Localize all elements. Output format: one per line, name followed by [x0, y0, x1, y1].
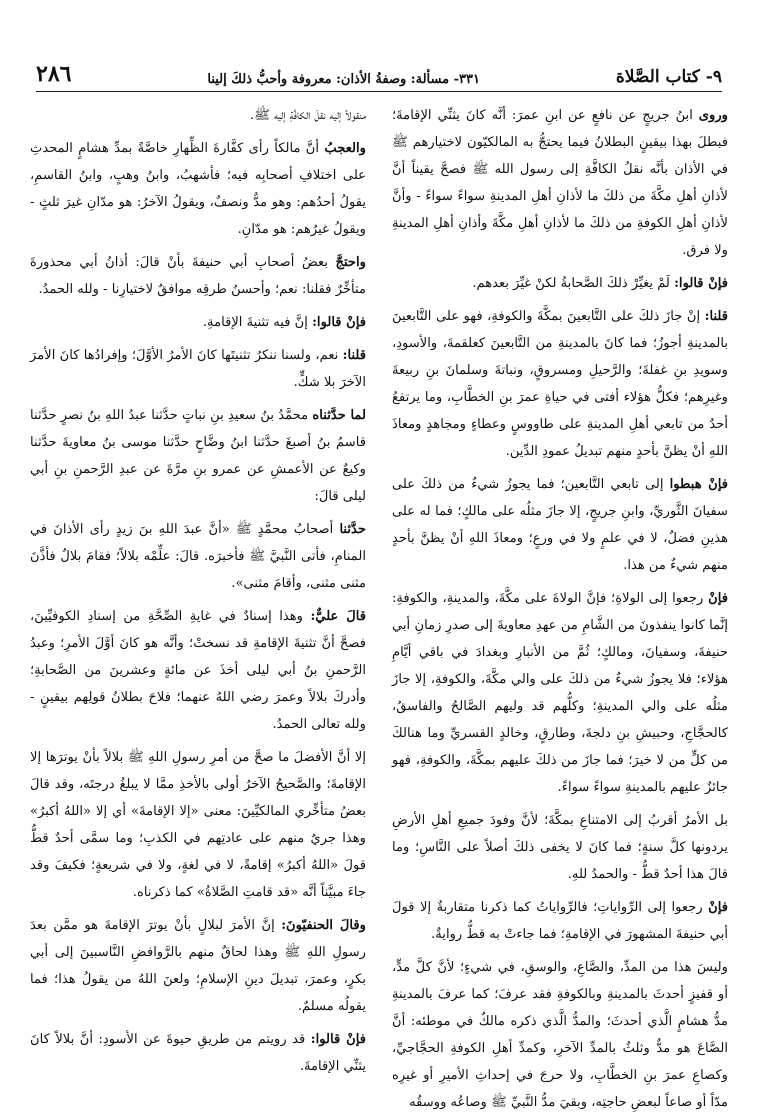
- paragraph: [30, 603, 366, 738]
- paragraph-lead: فإنْ قالوا:: [310, 1032, 366, 1047]
- paragraph-lead: قلنا:: [704, 309, 728, 324]
- paragraph: [30, 1026, 366, 1080]
- paragraph-lead: قلنا:: [342, 348, 366, 363]
- paragraph-text: لَمْ يغيِّرْ ذلكَ الصَّحابةُ لكنْ غيِّرَ بعدهم.: [472, 276, 675, 291]
- paragraph: [30, 744, 366, 906]
- paragraph: [30, 342, 366, 396]
- paragraph: [392, 894, 728, 948]
- paragraph: [392, 303, 728, 465]
- paragraph-text: إنَّ فيه تثنيةَ الإقامةِ.: [202, 315, 313, 330]
- paragraph-text: رجعوا إلى الولاةِ؛ فإنَّ الولاةَ على مكَّةَ، والمدينةِ، والكوفةِ: إنَّما كانوا ينفذونَ من الشَّامِ من عهدِ معاويةَ إلى صدرِ زمانِ أبي حنيفةَ، وسفيانَ، ومالكٍ؛ ثُمَّ من الأنبارِ وبغدادَ في باقي أيَّامِ هؤلاء؛ فلا يجوزُ شيءٌ من ذلكَ على والي مكَّةَ، والكوفةِ، إلا جازَ مثلُه على والي المدينةِ؛ وكلُّهم قد وليهم الصَّالحُ والفاسقُ، كالحجَّاجِ، وحبيشِ بنِ دلجةَ، وطارقٍ، وخالدٍ القسريِّ وما هنالكَ من كلٍّ من لا خيرَ؛ فما جازَ من ذلكَ عليهم بمكَّةَ، والكوفةِ، فهو جائزٌ عليهم بالمدينةِ سواءً سواءً.: [392, 591, 728, 795]
- paragraph-text: وليسَ هذا من المدِّ، والصَّاعِ، والوسقِ، في شيءٍ؛ لأنَّ كلَّ مدٍّ، أو قفيزٍ أحدثَ بالمدينةِ وبالكوفةِ فقد عرفَ؛ كما عرفَ بالمدينةِ مدُّ هشامٍ الَّذي أحدثَ؛ والمدُّ الَّذي ذكره مالكٌ في موطئه: أنَّ الصَّاعَ هو مدٌّ وثلثٌ بالمدِّ الآخرِ، وكمدِّ أهلِ الكوفةِ الحجَّاجيِّ، وكصاعِ عمرَ بنِ الخطَّابِ، ولا حرجَ في إحداثِ الأميرِ أو غيرِه مدّاً أو صاعاً لبعضِ حاجتِه، وبقيَ مدُّ النَّبيِّ ﷺ وصاعُه ووسقُه: [392, 960, 728, 1110]
- paragraph-text: إلا أنَّ الأفضلَ ما صحَّ من أمرِ رسولِ اللهِ ﷺ بلالاً بأنْ يوترَها إلا الإقامةَ؛ والصَّحيحُ الآخرُ أولى بالأخذِ ممَّا لا يبلغُ درجتَه، وقد قالَ بعضُ متأخِّري المالكيِّينَ: معنى «إلا الإقامةَ» أي إلا «اللهُ أكبرُ» وهذا جريٌ منهم على عادتِهم في الكذبِ؛ وما سمَّى أحدٌ قطُّ قولَ «اللهُ أكبرُ» إقامةً، لا في لغةٍ، ولا في شريعةٍ؛ فكيفَ وقد جاءَ مبيَّناً أنَّه «قد قامتِ الصَّلاةُ» كما ذكرناه.: [30, 750, 366, 900]
- page-header: [36, 54, 722, 92]
- page-number: ٢٨٦: [36, 61, 72, 87]
- paragraph-text: وهذا إسنادٌ في غايةِ الصِّحَّةِ من إسنادِ الكوفيِّينَ، فصحَّ أنَّ تثنيةَ الإقامةِ قد نسختْ؛ وأنَّه هو كانَ أوَّلَ الأمرِ؛ وعبدُ الرَّحمنِ بنُ أبي ليلى أخذَ عن مائةٍ وعشرينَ من الصَّحابةِ؛ وأدركَ بلالاً وعمرَ رضي اللهُ عنهما؛ فلاحَ بطلانُ قولِهم بيقينٍ - ولله تعالى الحمدُ.: [30, 609, 366, 732]
- paragraph: [30, 516, 366, 597]
- paragraph-text: أصحابُ محمَّدٍ ﷺ «أنَّ عبدَ اللهِ بنَ زيدٍ رأى الأذانَ في المنامِ، فأتى النَّبيَّ ﷺ فأخبرَه. قالَ: علِّمْه بلالاً؛ فقامَ بلالٌ فأذَّنَ مثنى مثنى، وأقامَ مثنى».: [30, 522, 366, 591]
- paragraph-lead: فإنْ هبطوا: [669, 477, 728, 492]
- paragraph-text: إنَّ الأمرَ لبلالٍ بأنْ يوترَ الإقامةَ هو ممَّن بعدَ رسولِ اللهِ ﷺ وهذا لحاقٌ منهم بالرَّوافضِ النَّاسبينَ إلى أبي بكرٍ، وعمرَ، تبديلَ دينِ الإسلامِ؛ ولعنَ اللهُ من يقولُ هذا؛ فما يقولُه مسلمٌ.: [30, 918, 366, 1014]
- paragraph: [30, 402, 366, 510]
- paragraph-lead: وقالَ الحنفيّونَ:: [281, 918, 366, 933]
- paragraph-lead: قالَ عليٌّ:: [310, 609, 366, 624]
- paragraph-text: نعم، ولسنا ننكرُ تثنيتَها كانَ الأمرُ الأوَّلَ؛ وإفرادُها كانَ الأمرَ الآخرَ بلا شكٍّ.: [30, 348, 366, 390]
- paragraph: [392, 102, 728, 264]
- paragraph: [392, 954, 728, 1116]
- book-title: ٩- كتاب الصَّلاة: [615, 67, 722, 87]
- paragraph-text: إلى تابعي التَّابعين؛ فما يجوزُ شيءٌ من ذلكَ على سفيانَ الثَّوريِّ، وابنِ جريجٍ، إلا جازَ مثلُه على مالكٍ؛ فما له على هذينِ فضلٌ، لا في علمٍ ولا في ورعٍ؛ ومعاذَ اللهِ أنْ يظنَّ بأحدٍ منهم شيءٌ من هذا.: [392, 477, 728, 573]
- left-column: [30, 102, 366, 1081]
- paragraph: [392, 471, 728, 579]
- paragraph-lead: فإنْ: [708, 591, 728, 606]
- paragraph-text: أنَّ مالكاً رأى كفَّارةَ الظِّهارِ خاصَّةً بمدِّ هشامٍ المحدثِ على اختلافِ أصحابِه فيه؛ فأشهبُ، وابنُ وهبٍ، وابنُ القاسمِ، يقولُ أحدُهم: وهو مدٌّ ونصفٌ، ويقولُ الآخرُ: هو مدّانِ غيرَ ثلثٍ - ويقولُ غيرُهم: هو مدّانِ.: [30, 141, 366, 237]
- paragraph-text: رجعوا إلى الرِّواياتِ؛ فالرِّواياتُ كما ذكرنا متقاربةٌ إلا قولَ أبي حنيفةَ المشهورَ في الإقامةِ؛ فما جاءتْ به قطُّ روايةٌ.: [392, 900, 728, 942]
- paragraph-lead: والعجبُ: [324, 141, 366, 156]
- paragraph: [30, 309, 366, 336]
- paragraph-text: بعضُ أصحابِ أبي حنيفةَ بأنْ قالَ: أذانُ أبي محذورةَ متأخِّرٌ فقلنا: نعم؛ وأحسنُ طرقِه موافقٌ لاختيارِنا - ولله الحمدُ.: [30, 255, 366, 297]
- paragraph-lead: واحتجَّ: [335, 255, 366, 270]
- chapter-title: ٣٣١- مسألة: وصفةُ الأذان: معروفة وأحبُّ ذلكَ إلينا: [207, 72, 480, 87]
- paragraph-text: بل الأمرُ أقربُ إلى الامتناعِ بمكَّةَ؛ لأنَّ وفودَ جميعِ أهلِ الأرضِ يردونها كلَّ سنةٍ؛ فما كانَ لا يخفى ذلكَ أصلاً على النَّاسِ؛ وما قالَ هذا أحدٌ قطُّ - والحمدُ للهِ.: [392, 813, 728, 882]
- paragraph: [30, 102, 366, 129]
- paragraph-lead: فإنْ قالوا:: [312, 315, 366, 330]
- paragraph-text: قد رويتم من طريقِ حيوةَ عن الأسودِ: أنَّ بلالاً كانَ يثنِّي الإقامةَ.: [30, 1032, 366, 1074]
- paragraph: [30, 912, 366, 1020]
- paragraph-lead: وروى: [698, 108, 728, 123]
- paragraph: [30, 249, 366, 303]
- paragraph-text: محمَّدُ بنُ سعيدِ بنِ نباتٍ حدَّثنا عبدُ اللهِ بنُ نصرٍ حدَّثنا قاسمُ بنُ أصبغَ حدَّثنا ابنُ وضَّاحٍ حدَّثنا موسى بنُ معاويةَ حدَّثنا وكيعٌ عن الأعمشِ عن عمرو بنِ مرَّةَ عن عبدِ الرَّحمنِ بنِ أبي ليلى قالَ:: [30, 408, 366, 504]
- paragraph-text: إنْ جازَ ذلكَ على التَّابعينَ بمكَّةَ والكوفةِ، فهو على التَّابعينَ بالمدينةِ أجوزُ؛ فما كانَ بالمدينةِ من التَّابعينَ كعلقمةَ، والأسودِ، وسويدِ بنِ غفلةَ؛ والرَّحيلِ ومسروقٍ، ونباتةَ وسلمانَ بنِ ربيعةَ وغيرِهم؛ فكلُّ هؤلاء أفتى في حياةِ عمرَ بنِ الخطَّابِ، وما يرتفعُ أحدٌ من تابعي أهلِ المدينةِ على طاووسٍ وعطاءٍ ومجاهدٍ ومعاذَ اللهِ أنْ يظنَّ بأحدٍ منهم تبديلُ عمودِ الدِّين.: [392, 309, 728, 459]
- paragraph-text: ابنُ جريجٍ عن نافعٍ عن ابنِ عمرَ: أنَّه كانَ يثنِّي الإقامةَ؛ فبطلَ بهذا بيقينٍ البطلانُ فيما يحتجُّ به المالكيّون لاختيارهم ﷺ في الأذان بأنَّه نقلُ الكافَّةِ إلى رسول الله ﷺ فصحَّ يقيناً أنَّ لأذانِ أهلِ مكَّةَ من ذلكَ ما لأذانِ أهلِ المدينةِ سواءً سواءً - وأنَّ لأذانِ أهلِ الكوفةِ من ذلكَ ما لأذانِ أهلِ مكَّةَ وأذانِ أهلِ المدينةِ ولا فرق.: [392, 108, 728, 258]
- paragraph: [392, 585, 728, 801]
- paragraph: [30, 135, 366, 243]
- paragraph-lead: فإنْ قالوا:: [674, 276, 728, 291]
- text-columns: [30, 102, 728, 1110]
- right-column: [392, 102, 728, 1110]
- paragraph-lead: فإنْ: [708, 900, 728, 915]
- paragraph-lead: لما حدَّثناه: [312, 408, 366, 423]
- paragraph: [392, 270, 728, 297]
- paragraph-lead: حدَّثنا: [339, 522, 366, 537]
- paragraph-text: منقولاً إليه نقلَ الكافَّةِ إليه ﷺ.: [249, 108, 366, 123]
- paragraph: [392, 807, 728, 888]
